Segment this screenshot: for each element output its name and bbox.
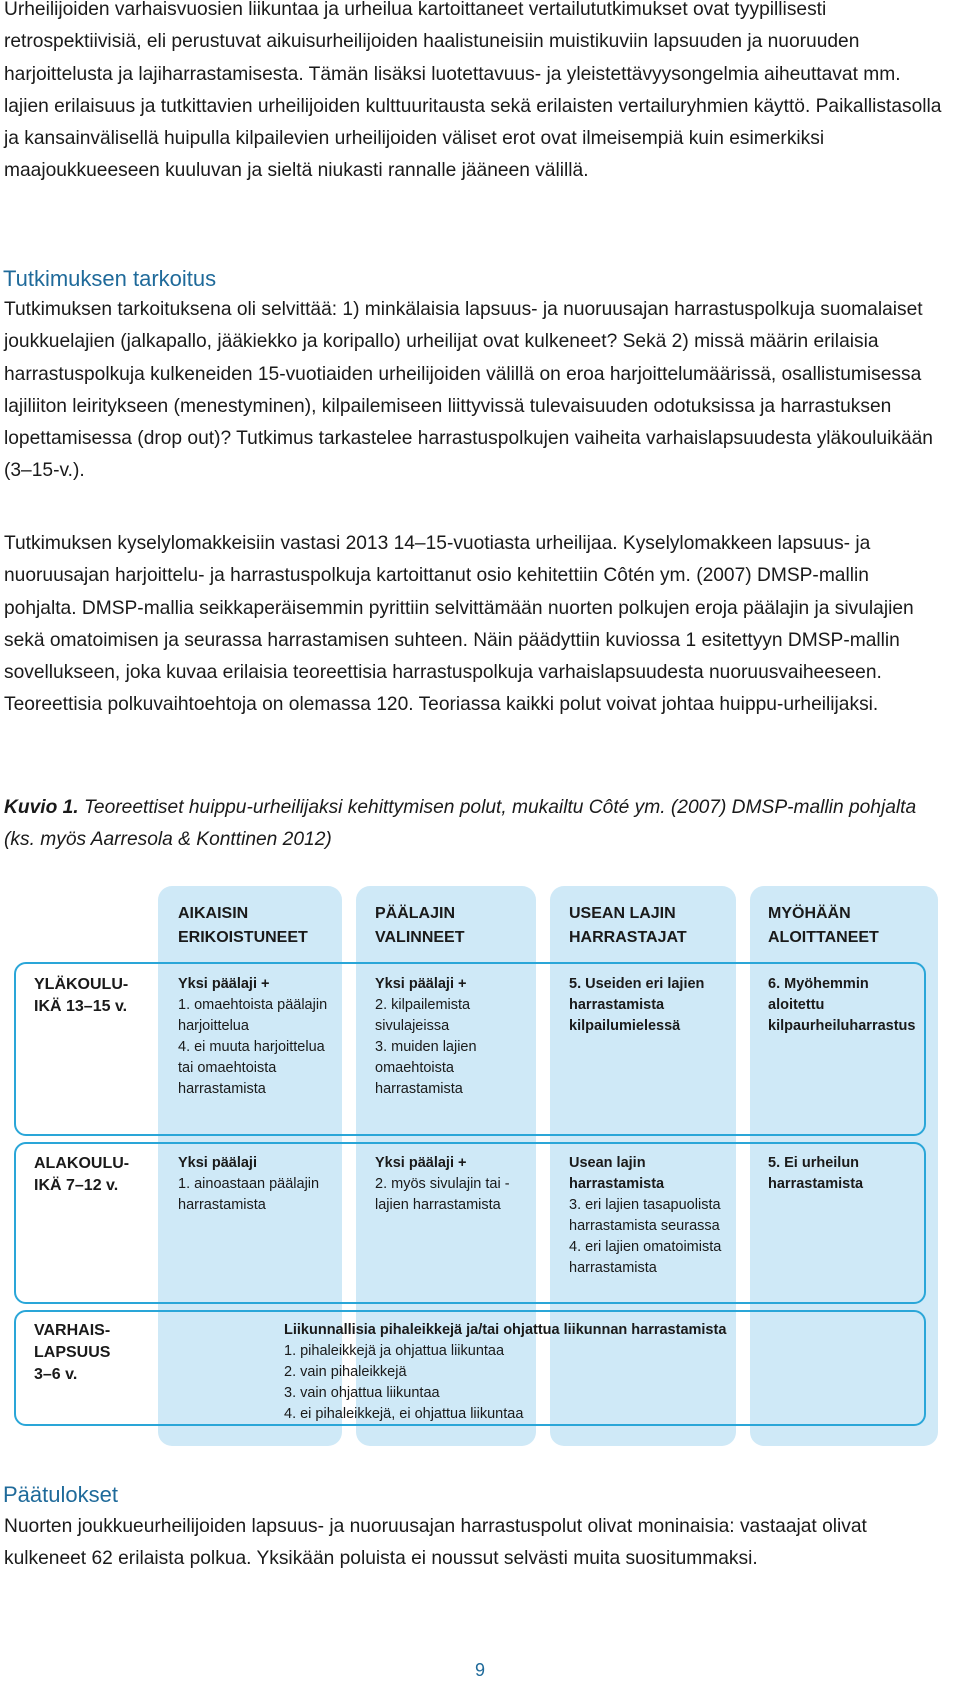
dmsp-figure <box>0 876 960 1446</box>
figure-caption <box>0 792 944 857</box>
cell-upper-late: 6. Myöhemmin aloitettu kilpaurheiluharrastus <box>768 976 916 1034</box>
cell-lower-main: Yksi päälaji + 2. myös sivulajin tai -lajien harrastamista <box>375 1155 510 1213</box>
column-header: MYÖHÄÄN ALOITTANEET <box>768 905 879 946</box>
cell-lower-early: Yksi päälaji 1. ainoastaan päälajin harrastamista <box>178 1155 320 1213</box>
purpose-paragraph: Tutkimuksen tarkoituksena oli selvittää: 1) minkälaisia lapsuus- ja nuoruusajan harrastuspolkuja suomalaiset joukkuelajien (jalkapallo, jääkiekko ja koripallo) urheilijat ovat kulkeneet? Sekä 2) missä määrin erilaisia harrastuspolkuja kulkeneiden 15-vuotiaiden urheilijoiden välillä on eroa harjoittelumäärissä, osallistumisessa lajiliiton leiritykseen (menestyminen), kilpailemiseen liittyvissä tulevaisuuden odotuksissa ja harrastuksen lopettamisessa (drop out)? Tutkimus tarkastelee harrastuspolkujen vaiheita varhaislapsuudesta yläkouluikään (3–15-v.). <box>4 299 933 482</box>
row-label-early-childhood: VARHAIS- LAPSUUS 3–6 v. <box>34 1322 111 1383</box>
section-heading-results: Päätulokset <box>3 1482 118 1507</box>
list-item: 3. vain ohjattua liikuntaa <box>284 1385 440 1401</box>
column-header: AIKAISIN ERIKOISTUNEET <box>178 905 308 946</box>
cell-upper-early: Yksi päälaji + 1. omaehtoista päälajin harjoittelua 4. ei muuta harjoittelua tai omaehtoista harrastamista <box>178 976 328 1097</box>
cell-early-childhood: Liikunnallisia pihaleikkejä ja/tai ohjattua liikunnan harrastamista 1. pihaleikkejä ja ohjattua liikuntaa 2. vain pihaleikkejä 3. vain ohjattua liikuntaa 4. ei pihaleikkejä, ei ohjattua liikuntaa <box>284 1320 884 1425</box>
column-header: USEAN LAJIN HARRASTAJAT <box>569 905 687 946</box>
row-label-lower-school: ALAKOULU- IKÄ 7–12 v. <box>34 1155 130 1194</box>
caption-text: Teoreettiset huippu-urheilijaksi kehittymisen polut, mukailtu Côté ym. (2007) DMSP-mallin pohjalta (ks. myös Aarresola & Konttinen 2012) <box>4 797 917 851</box>
row-label-upper-school: YLÄKOULU- IKÄ 13–15 v. <box>34 976 129 1015</box>
cell-lower-late: 5. Ei urheilun harrastamista <box>768 1155 864 1192</box>
column-header: PÄÄLAJIN VALINNEET <box>375 905 465 946</box>
list-item: 1. pihaleikkejä ja ohjattua liikuntaa <box>284 1343 505 1359</box>
list-item: 4. ei pihaleikkejä, ei ohjattua liikuntaa <box>284 1406 524 1422</box>
list-item: 2. vain pihaleikkejä <box>284 1364 407 1380</box>
results-paragraph: Nuorten joukkueurheilijoiden lapsuus- ja nuoruusajan harrastuspolut olivat moninaisia: vastaajat olivat kulkeneet 62 erilaista polkua. Yksikään poluista ei noussut selvästi muita suositummaksi. <box>4 1516 867 1570</box>
cell-upper-main: Yksi päälaji + 2. kilpailemista sivulajeissa 3. muiden lajien omaehtoista harrastamista <box>375 976 477 1097</box>
intro-paragraph: Urheilijoiden varhaisvuosien liikuntaa ja urheilua kartoittaneet vertailututkimukset ovat tyypillisesti retrospektiivisiä, eli perustuvat aikuisurheilijoiden haalistuneisiin muistikuviin lapsuuden ja nuoruuden harjoittelusta ja lajiharrastamisesta. Tämän lisäksi luotettavuus- ja yleistettävyysongelmia aiheuttavat mm. lajien erilaisuus ja tutkittavien urheilijoiden kulttuuritausta sekä erilaisten vertailuryhmien käyttö. Paikallistasolla ja kansainvälisellä huipulla kilpailevien urheilijoiden väliset erot ovat ilmeisempiä kuin esimerkiksi maajoukkueeseen kuuluvan ja sieltä niukasti rannalle jääneen välillä. <box>4 0 942 182</box>
cell-upper-multi: 5. Useiden eri lajien harrastamista kilpailumielessä <box>569 976 705 1034</box>
page-number: 9 <box>474 1660 485 1680</box>
caption-lead: Kuvio 1. <box>4 797 79 818</box>
cell-lower-multi: Usean lajin harrastamista 3. eri lajien tasapuolista harrastamista seurassa 4. eri lajien omatoimista harrastamista <box>569 1155 722 1276</box>
method-paragraph: Tutkimuksen kyselylomakkeisiin vastasi 2013 14–15-vuotiasta urheilijaa. Kyselylomakkeen lapsuus- ja nuoruusajan harjoittelu- ja harrastuspolkuja kartoittanut osio kehitettiin Côtén ym. (2007) DMSP-mallin pohjalta. DMSP-mallia seikkaperäisemmin pyrittiin selvittämään nuorten polkujen eroja päälajin ja sivulajien sekä omatoimisen ja seurassa harrastamisen suhteen. Näin päädyttiin kuviossa 1 esitettyyn DMSP-mallin sovellukseen, joka kuvaa erilaisia teoreettisia harrastuspolkuja varhaislapsuudesta nuoruusvaiheeseen. Teoreettisia polkuvaihtoehtoja on olemassa 120. Teoriassa kaikki polut voivat johtaa huippu-urheilijaksi. <box>4 533 914 716</box>
section-heading-purpose: Tutkimuksen tarkoitus <box>3 266 217 291</box>
